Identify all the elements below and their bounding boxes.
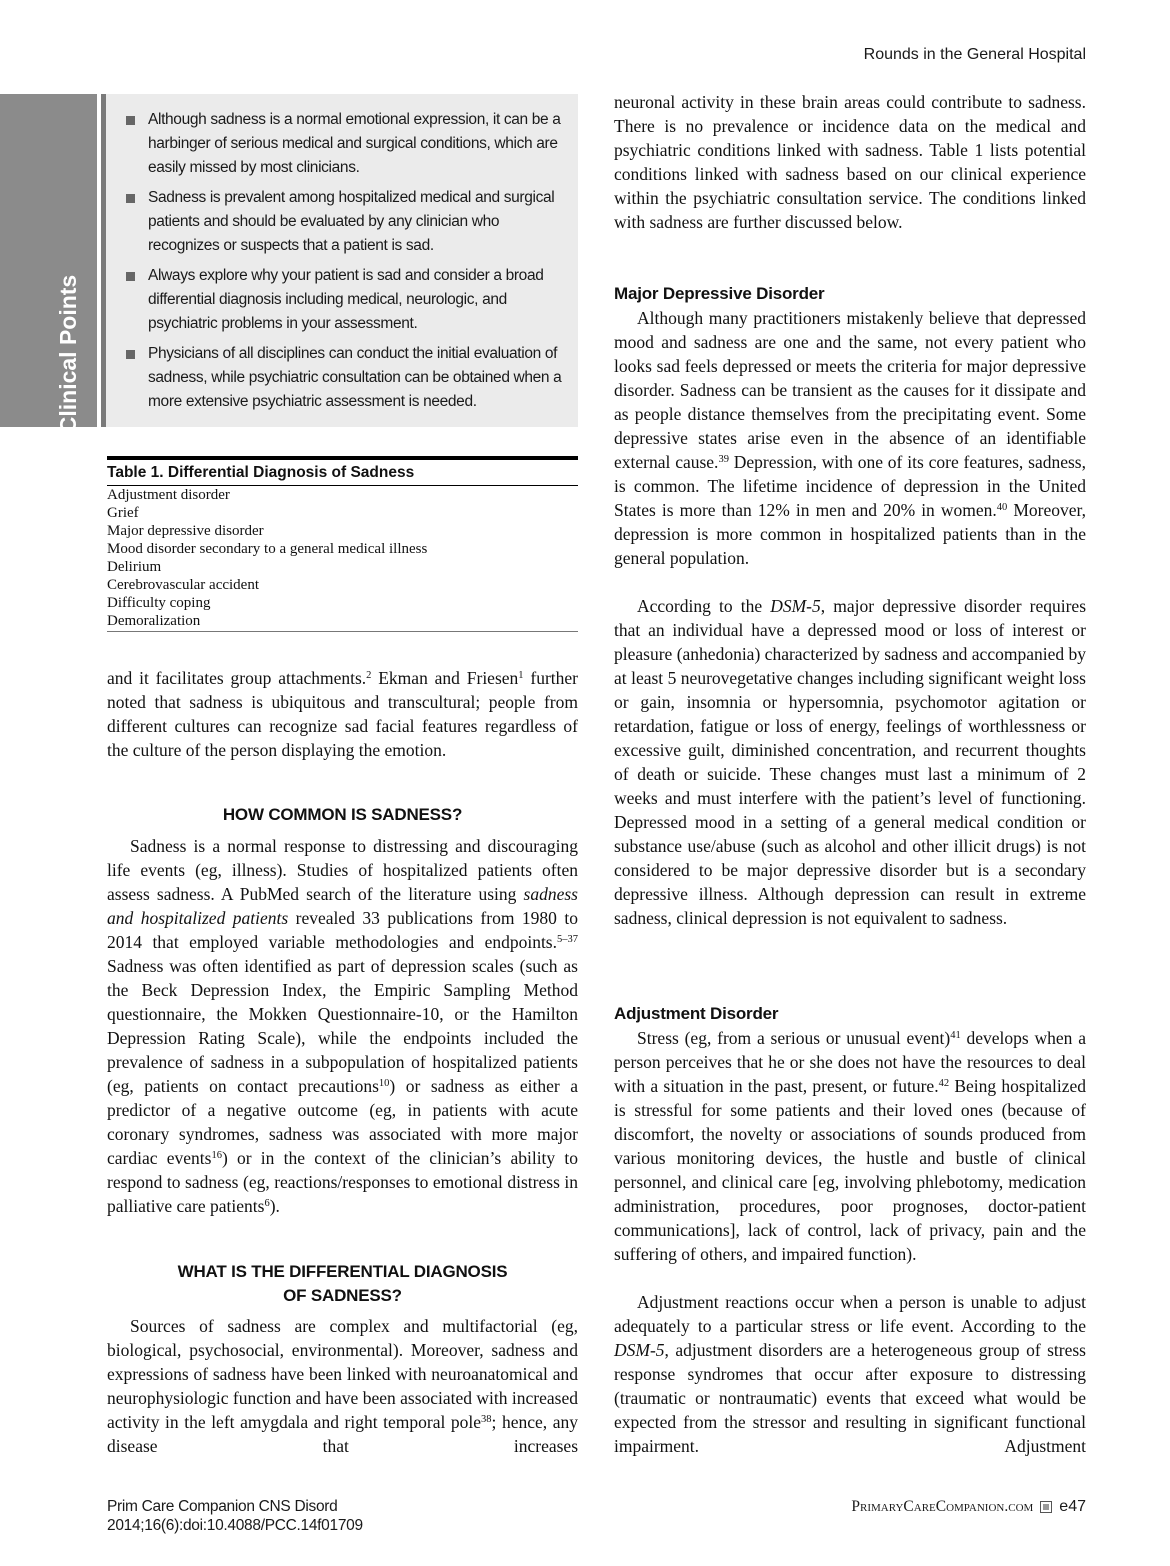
clinical-point-text: Physicians of all disciplines can conduct the initial evaluation of sadness, while psychiatric consultation can be obtained when a more extensive psychiatric assessment is needed. bbox=[148, 345, 562, 410]
table-body bbox=[107, 486, 578, 630]
clinical-point-item bbox=[126, 264, 564, 336]
heading-line: WHAT IS THE DIFFERENTIAL DIAGNOSIS bbox=[177, 1262, 508, 1281]
clinical-point-item bbox=[126, 342, 564, 414]
table-differential-diagnosis bbox=[107, 456, 578, 632]
citation-superscript: 39 bbox=[718, 454, 729, 466]
running-header-title: Rounds in the General Hospital bbox=[863, 46, 1086, 63]
clinical-point-text: Sadness is prevalent among hospitalized medical and surgical patients and should be evaluated by any clinician who recognizes or suspects that a patient is sad. bbox=[148, 189, 555, 254]
clinical-points-label: Clinical Points bbox=[55, 274, 81, 434]
square-bullet-icon bbox=[126, 194, 135, 203]
table-row: Cerebrovascular accident bbox=[107, 577, 259, 593]
body-paragraph: According to the DSM-5, major depressive disorder requires that an individual have a depressed mood or loss of interest or pleasure (anhedonia) characterized by sadness and accompanied by at least 5 neurovegetative changes including significant weight loss or gain, insomnia or hypersomnia, psychomotor agitation or retardation, fatigue or loss of energy, feelings of worthlessness or excessive guilt, diminished concentration, and recurrent thoughts of death or suicide. These changes must last a minimum of 2 weeks and must interfere with the patient’s level of functioning. Depressed mood in a setting of a general medical condition or substance use/abuse (such as alcohol and other illicit drugs) is not considered to be major depressive disorder but is a secondary depressive illness. Although depression can result in extreme sadness, clinical depression is not equivalent to sadness. bbox=[614, 596, 1087, 928]
citation-superscript: 42 bbox=[938, 1078, 950, 1090]
clinical-points-tab bbox=[0, 94, 97, 434]
citation-superscript: 40 bbox=[996, 502, 1008, 514]
table-row: Demoralization bbox=[107, 613, 201, 629]
heading-line: OF SADNESS? bbox=[283, 1286, 402, 1305]
footer-citation bbox=[107, 1497, 363, 1535]
footer-journal-name: Prim Care Companion CNS Disord bbox=[107, 1498, 338, 1515]
citation-superscript: 1 bbox=[518, 670, 524, 682]
citation-superscript: 5–37 bbox=[557, 934, 578, 946]
section-heading-differential bbox=[107, 1260, 578, 1308]
body-paragraph: and it facilitates group attachments.$^2$ Ekman and Friesen$^1$ further noted that sadness is ubiquitous and transcultural; people from different cultures can recognize sad facial features regardless of the culture of the person displaying the emotion. bbox=[107, 668, 578, 760]
square-icon bbox=[1040, 1501, 1052, 1513]
citation-superscript: 10 bbox=[378, 1078, 390, 1090]
clinical-point-text: Always explore why your patient is sad and consider a broad differential diagnosis including medical, neurologic, and psychiatric problems in your assessment. bbox=[148, 267, 544, 332]
body-paragraph: Although many practitioners mistakenly believe that depressed mood and sadness are one and the same, not every patient who looks sad feels depressed or meets the criteria for major depressive disorder. Sadness can be transient as the causes for it dissipate and as people distance themselves from the precipitating event. Some depressive states arise even in the absence of an identifiable external cause.$^{39}$ Depression, with one of its core features, sadness, is common. The lifetime incidence of depression in the United States is more than 12% in men and 20% in women.$^{40}$ Moreover, depression is more common in hospitalized patients than in the general population. bbox=[614, 308, 1086, 568]
body-paragraph: neuronal activity in these brain areas could contribute to sadness. There is no prevalence or incidence data on the medical and psychiatric conditions linked with sadness. Table 1 lists potential conditions linked with sadness based on our clinical experience within the psychiatric consultation service. The conditions linked with sadness are further discussed below. bbox=[614, 92, 1086, 232]
table-row: Mood disorder secondary to a general medical illness bbox=[107, 541, 428, 557]
citation-superscript: 38 bbox=[481, 1414, 492, 1426]
citation-superscript: 6 bbox=[264, 1198, 270, 1210]
italic-text: sadness and hospitalized patients bbox=[107, 884, 578, 928]
table-title: Table 1. Differential Diagnosis of Sadness bbox=[107, 460, 578, 486]
subheading-adjustment-disorder: Adjustment Disorder bbox=[614, 1004, 779, 1023]
italic-text: DSM-5 bbox=[770, 596, 821, 616]
table-row: Difficulty coping bbox=[107, 595, 211, 611]
citation-superscript: 16 bbox=[211, 1150, 222, 1162]
footer-doi: 2014;16(6):doi:10.4088/PCC.14f01709 bbox=[107, 1517, 363, 1534]
table-bottom-rule bbox=[107, 631, 578, 632]
body-paragraph: Sadness is a normal response to distressing and discouraging life events (eg, illness). Studies of hospitalized patients often assess sadness. A PubMed search of the literature using sadness and hospitalized patients revealed 33 publications from 1980 to 2014 that employed variable methodologies and endpoints.$^{5-37}$ Sadness was often identified as part of depression scales (such as the Beck Depression Index, the Empiric Sampling Method questionnaire, the Mokken Questionnaire-10, or the Hamilton Depression Rating Scale), while the endpoints included the prevalence of sadness in a subpopulation of hospitalized patients (eg, patients on contact precautions$^{10}$) or sadness as either a predictor of a negative outcome (eg, in patients with acute coronary syndromes, sadness was associated with more major cardiac events$^{16}$) or in the context of the clinician’s ability to respond to sadness (eg, reactions/responses to emotional distress in palliative care patients$^6$). bbox=[107, 836, 578, 1216]
page-number: e47 bbox=[1059, 1498, 1086, 1515]
table-row: Delirium bbox=[107, 559, 162, 575]
section-heading-how-common: HOW COMMON IS SADNESS? bbox=[222, 805, 463, 824]
footer-page-info bbox=[851, 1496, 1086, 1518]
table-row: Major depressive disorder bbox=[107, 523, 264, 539]
table-row: Adjustment disorder bbox=[107, 487, 230, 503]
clinical-point-item bbox=[126, 186, 564, 258]
table-row: Grief bbox=[107, 505, 139, 521]
body-paragraph: Stress (eg, from a serious or unusual event)$^{41}$ develops when a person perceives that he or she does not have the resources to deal with a situation in the past, present, or future.$^{42}$ Being hospitalized is stressful for some patients and their loved ones (because of discomfort, the novelty or associations of sounds produced from various monitoring devices, the hustle and bustle of clinical personnel, and clinical care [eg, involving phlebotomy, medication administration, procedures, poor prognoses, doctor-patient communications], lack of control, lack of privacy, pain and the suffering of others, and impaired function). bbox=[614, 1028, 1086, 1264]
citation-superscript: 2 bbox=[366, 670, 372, 682]
square-bullet-icon bbox=[126, 350, 135, 359]
clinical-points-list bbox=[126, 108, 564, 420]
square-bullet-icon bbox=[126, 272, 135, 281]
clinical-point-item bbox=[126, 108, 564, 180]
clinical-point-text: Although sadness is a normal emotional expression, it can be a harbinger of serious medical and surgical conditions, which are easily missed by most clinicians. bbox=[148, 111, 561, 176]
citation-superscript: 41 bbox=[950, 1030, 961, 1042]
italic-text: DSM-5 bbox=[614, 1340, 665, 1360]
square-bullet-icon bbox=[126, 116, 135, 125]
body-paragraph: Adjustment reactions occur when a person is unable to adjust adequately to a particular stress or life event. According to the DSM-5, adjustment disorders are a heterogeneous group of stress response syndromes that occur after exposure to distressing (traumatic or nontraumatic) events that exceed what would be expected from the stressor and resulting in significant functional impairment. Adjustment bbox=[614, 1292, 1086, 1456]
footer-website-link[interactable]: PrimaryCareCompanion.com bbox=[851, 1498, 1034, 1515]
subheading-major-depressive-disorder: Major Depressive Disorder bbox=[614, 284, 825, 303]
body-paragraph: Sources of sadness are complex and multifactorial (eg, biological, psychosocial, environmental). Moreover, sadness and expressions of sadness have been linked with neuroanatomical and neurophysiologic function and have been associated with increased activity in the left amygdala and right temporal pole$^{38}$; hence, any disease that increases bbox=[107, 1316, 578, 1456]
